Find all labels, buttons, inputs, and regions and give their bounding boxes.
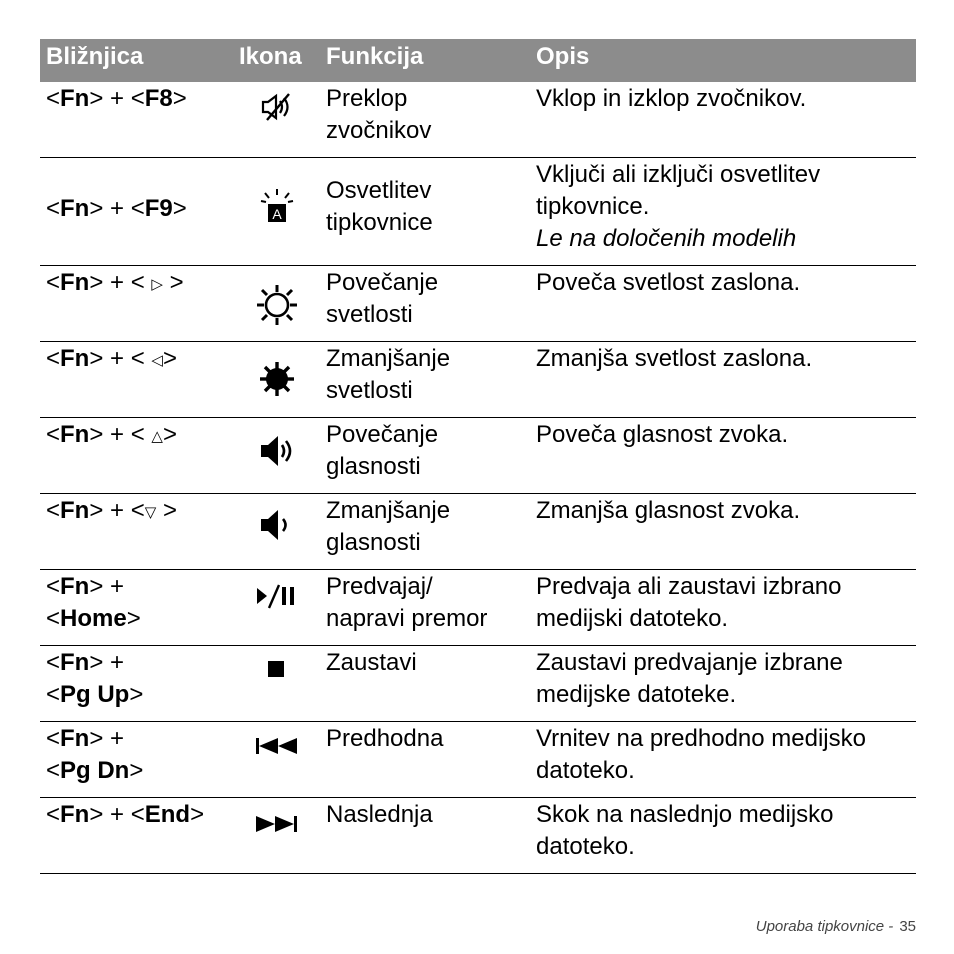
icon-cell (236, 646, 318, 721)
shortcut-cell: <Fn> + <Home> (46, 573, 141, 632)
header-shortcut: Bližnjica (46, 43, 144, 70)
next-track-icon (254, 813, 300, 837)
table-row (40, 570, 916, 646)
icon-cell (236, 342, 318, 417)
function-cell: Predvajaj/ napravi premor (326, 573, 488, 632)
header-icon: Ikona (239, 43, 302, 70)
function-cell: Zmanjšanje svetlosti (326, 345, 451, 404)
brightness-down-icon (257, 359, 297, 399)
icon-cell (236, 158, 318, 265)
description-cell: Skok na naslednjo medijsko datoteko. (536, 801, 834, 860)
footer-section: Uporaba tipkovnice - (755, 918, 894, 935)
table-row (40, 798, 916, 874)
description-cell: Vklop in izklop zvočnikov. (536, 85, 807, 112)
shortcut-cell: <Fn> + <Pg Dn> (46, 725, 144, 784)
shortcut-cell: <Fn> + < △> (46, 421, 177, 448)
function-cell: Predhodna (326, 725, 444, 752)
shortcut-cell: <Fn> + < ▷ > (46, 269, 184, 296)
table-row (40, 342, 916, 418)
header-description: Opis (536, 43, 590, 70)
description-cell: Zmanjša svetlost zaslona. (536, 345, 813, 372)
brightness-up-icon (255, 283, 299, 327)
table-row (40, 494, 916, 570)
volume-down-icon (257, 505, 297, 545)
stop-icon (267, 660, 287, 680)
table-row (40, 158, 916, 266)
table-row (40, 82, 916, 158)
shortcut-cell: <Fn> + <Pg Up> (46, 649, 144, 708)
shortcut-cell: <Fn> + < ◁> (46, 345, 177, 372)
function-cell: Osvetlitev tipkovnice (326, 177, 433, 236)
function-cell: Povečanje svetlosti (326, 269, 439, 328)
table-header (40, 39, 916, 82)
function-cell: Zmanjšanje glasnosti (326, 497, 451, 556)
shortcut-cell: <Fn> + <End> (46, 801, 205, 828)
shortcut-cell: <Fn> + <F9> (46, 195, 187, 222)
icon-cell (236, 798, 318, 873)
icon-cell (236, 266, 318, 341)
icon-cell (236, 494, 318, 569)
keyboard-backlight-icon (257, 187, 297, 233)
description-cell: Zaustavi predvajanje izbrane medijske datoteke. (536, 649, 843, 708)
function-cell: Preklop zvočnikov (326, 85, 432, 144)
table-row (40, 418, 916, 494)
description-cell: Poveča glasnost zvoka. (536, 421, 789, 448)
description-cell: Vrnitev na predhodno medijsko datoteko. (536, 725, 866, 784)
play-pause-icon (255, 582, 299, 612)
previous-track-icon (254, 735, 300, 759)
shortcut-table (40, 39, 916, 874)
page-footer (756, 918, 916, 935)
volume-up-icon (257, 431, 297, 471)
description-cell: Poveča svetlost zaslona. (536, 269, 801, 296)
shortcut-cell: <Fn> + <▽ > (46, 497, 177, 524)
shortcut-cell: <Fn> + <F8> (46, 85, 187, 112)
speaker-mute-icon (257, 87, 297, 127)
model-note: Le na določenih modelih (536, 225, 797, 252)
icon-cell (236, 82, 318, 157)
function-cell: Zaustavi (326, 649, 417, 676)
description-cell: Predvaja ali zaustavi izbrano medijski datoteko. (536, 573, 842, 632)
icon-cell (236, 570, 318, 645)
svg-text:A: A (272, 206, 282, 222)
description-cell: Zmanjša glasnost zvoka. (536, 497, 801, 524)
function-cell: Povečanje glasnosti (326, 421, 439, 480)
table-row (40, 722, 916, 798)
table-row (40, 266, 916, 342)
table-row (40, 646, 916, 722)
icon-cell (236, 722, 318, 797)
page-number: 35 (899, 918, 916, 935)
function-cell: Naslednja (326, 801, 433, 828)
icon-cell (236, 418, 318, 493)
description-cell: Vključi ali izključi osvetlitev tipkovnice. Le na določenih modelih (527, 158, 916, 265)
header-function: Funkcija (326, 43, 424, 70)
